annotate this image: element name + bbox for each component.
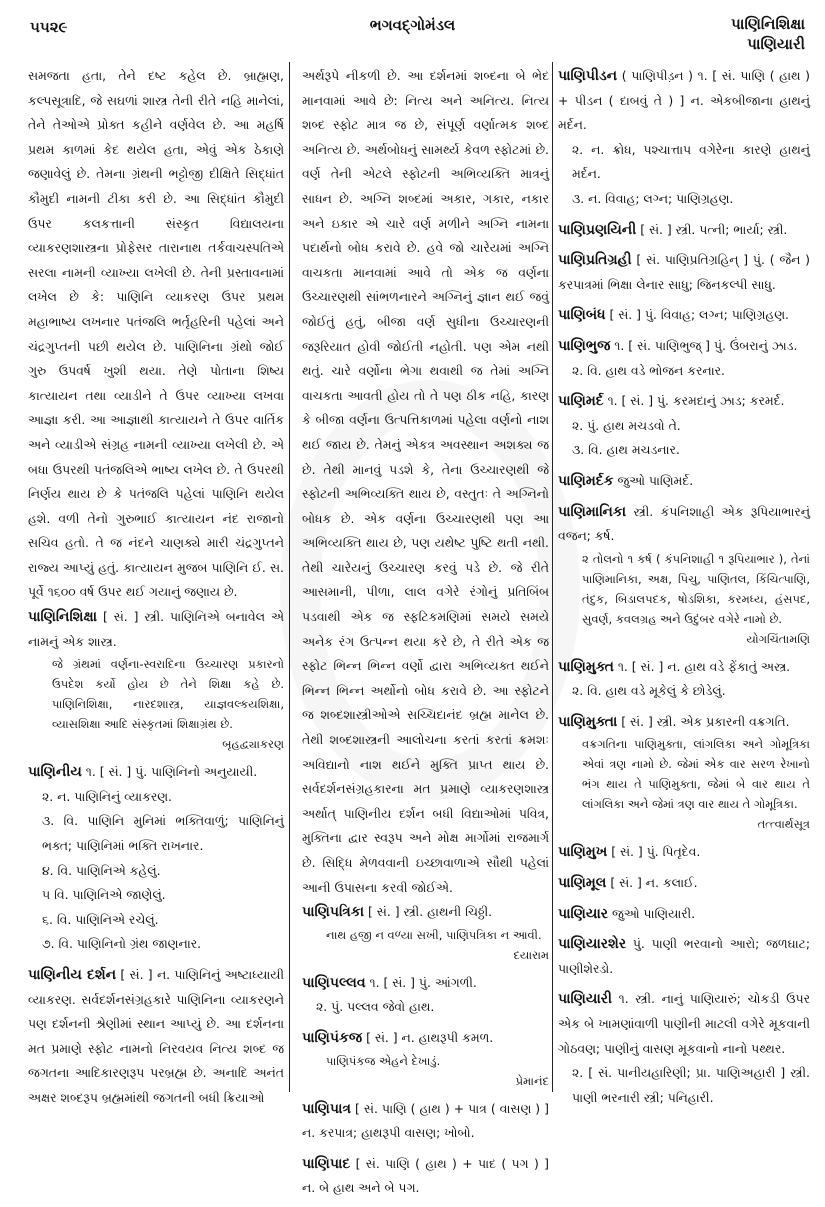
definition: [ સં. ] ન. હાથરૂપી કમળ. (366, 1029, 494, 1045)
guide-word-first: પાણિનિશિક્ષા (731, 15, 805, 33)
book-title: ભગવદ્ગોમંડલ (369, 16, 456, 34)
dictionary-entry (558, 871, 810, 896)
definition: [ સં. ] સ્ત્રી. એક પ્રકારની વક્રગતિ. (621, 713, 790, 729)
headword: પાણિમુક્ત (558, 658, 614, 675)
continuation-paragraph: અર્થરૂપે નીકળી છે. આ દર્શનમાં શબ્દના બે ભેદ માનવામાં આવે છે: નિત્ય અને અનિત્ય. નિત્ય શબ્દ સ્ફોટ માત્ર જ છે, સંપૂર્ણ વર્ણાત્મક શબ્દ અનિત્ય છે. અર્થબોધનું સામર્થ્ય કેવળ સ્ફોટમાં છે. વર્ણ તેની એટલે સ્ફોટની અભિવ્યક્તિ માત્રનું સાધન છે. અગ્નિ શબ્દમાં અકાર, ગકાર, નકાર અને ઇકાર એ ચારે વર્ણ મળીને અગ્નિ નામના પદાર્થનો બોધ કરાવે છે. હવે જો ચારેયમાં અગ્નિ વાચકતા માનવામાં આવે તો એક જ વર્ણના ઉચ્ચારણથી સાંભળનારને અગ્નિનું જ્ઞાન થઈ જવું જોઈતું હતું, બીજા વર્ણ સુધીના ઉચ્ચારણની જરૂરિયાત હોવી જોઈતી નહોતી. પણ એમ નથી થતું. ચારે વર્ણોના ભેગા થવાથી જ તેમાં અગ્નિ વાચકતા આવતી હોય તો તે પણ ઠીક નહિ, કારણ કે બીજા વર્ણના ઉત્પત્તિકાળમાં પહેલા વર્ણનો નાશ થઈ જાય છે. તેમનું એકત્ર અવસ્થાન અશક્ય જ છે. તેથી માનવું પડશે કે, તેના ઉચ્ચારણથી જે સ્ફોટની અભિવ્યક્તિ થાય છે, વસ્તુતઃ તે અગ્નિનો બોધક છે. એક વર્ણના ઉચ્ચારણથી પણ આ અભિવ્યક્તિ થાય છે, પણ યથેષ્ટ પુષ્ટિ થતી નથી. તેથી ચારેયનું ઉચ્ચારણ કરવું પડે છે. જે રીતે આસમાની, પીળા, લાલ વગેરે રંગોનું પ્રતિબિંબ પડવાથી એક જ સ્ફટિકમણિમાં સમયે સમયે અનેક રંગ ઉત્પન્ન થયા કરે છે, તે રીતે એક જ સ્ફોટ ભિન્ન ભિન્ન વર્ણો દ્વારા અભિવ્યક્ત થઈને ભિન્ન ભિન્ન અર્થોનો બોધ કરાવે છે. આ સ્ફોટને જ શબ્દશાસ્ત્રીઓએ સચ્ચિદાનંદ બ્રહ્મ માનેલ છે. તેથી શબ્દશાસ્ત્રની આલોચના કરતાં કરતાં ક્રમશઃ અવિદ્યાનો નાશ થઈને મુક્તિ પ્રાપ્ત થાય છે. સર્વદર્શનસંગ્રહકારના મત પ્રમાણે વ્યાકરણશાસ્ત્ર અર્થાત્ પાણિનીય દર્શન બધી વિદ્યાઓમાં પવિત્ર, મુક્તિના દ્વાર સ્વરૂપ અને મોક્ષ માર્ગોમાં રાજમાર્ગ છે. સિદ્ધિ મેળવવાની ઇચ્છાવાળાએ સૌથી પહેલાં આની ઉપાસના કરવી જોઈએ. (302, 68, 549, 895)
definition: [ સં. ] ન. કલાઈ. (610, 875, 698, 891)
dictionary-entry (558, 303, 810, 328)
quotation: પાણિપંકજ એહને દેખાડું. (326, 1053, 441, 1068)
quotation: જે ગ્રંથમાં વર્ણના-સ્વરાદિના ઉચ્ચારણ પ્રકારનો ઉપદેશ કર્યો હોય છે તેને શિક્ષા કહે છે. પાણિનિશિક્ષા, નારદશાસ્ત્ર, યાજ્ઞવલ્કયશિક્ષા, વ્યાસશિક્ષા આદિ સંસ્કૃતમાં શિક્ષાગ્રંથ છે. (52, 657, 284, 732)
headword: પાણિમર્દ (558, 393, 604, 410)
dictionary-entry (302, 971, 549, 1020)
headword: પાણિનિશિક્ષા (28, 609, 98, 626)
column-1 (28, 64, 284, 1117)
sense: ૩. ન. વિવાહ; લગ્ન; પાણિગ્રહણ. (572, 190, 734, 206)
headword: પાણિમર્દક (558, 472, 614, 489)
headword: પાણિબંધ (558, 307, 606, 324)
dictionary-entry (558, 218, 810, 243)
dictionary-entry (28, 605, 284, 754)
column-2 (302, 64, 549, 1207)
dictionary-entry (558, 987, 810, 1110)
headword: પાણિપત્રિકા (302, 904, 365, 921)
definition: સ્ત્રી. કંપનિશાહી એક રૂપિયાભારનું વજન; કર્ષ. (558, 503, 810, 544)
column-divider (289, 62, 290, 1092)
quotation-source: પ્રેમાનંદ (515, 1073, 549, 1088)
quotation: વક્રગતિના પાણિમુક્તા, લાંગલિકા અને ગોમૂત્રિકા એવાં ત્રણ નામો છે. જેમાં એક વાર સરળ રેખાનો ભંગ થાય તે પાણિમુક્તા, જેમાં બે વાર થાય તે લાંગલિકા અને જેમાં ત્રણ વાર થાય તે ગોમૂત્રિકા. (582, 737, 810, 812)
dictionary-entry (558, 902, 810, 927)
headword: પાણિમૂલ (558, 875, 607, 892)
definition: ૧. [ સં. ] પું. પાણિનિનો અનુયાયી. (85, 764, 258, 780)
page-number: ૫૫૨૯ (30, 18, 68, 36)
definition: [ સં. ] પું. વિવાહ; લગ્ન; પાણિગ્રહણ. (609, 307, 789, 323)
dictionary-entry (302, 1097, 549, 1146)
dictionary-entry (558, 840, 810, 865)
definition: ૧. [ સં. ] પું. કરમદાનું ઝાડ; કરમર્દ. (607, 393, 785, 409)
continuation-paragraph: સમજતા હતા, તેને દષ્ટ કહેલ છે. બ્રાહ્મણ, કલ્પસૂત્રાદિ, જે સઘળાં શાસ્ત્ર તેની રીતે નહિ માનેલાં, તેને તેઓએ પ્રોક્ત કહીને વર્ણવેલ છે. આ મહર્ષિ પ્રથમ કાળમાં કેદ થયેલ હતા, એવું એક ઠેકાણે જણાવેલું છે. તેમના ગ્રંથની ભટ્ટોજી દીક્ષિતે સિદ્ધાંત કૌમુદી નામની ટીકા કરી છે. આ સિદ્ધાંત કૌમુદી ઉપર કલકત્તાની સંસ્કૃત વિદ્યાલયના વ્યાકરણશાસ્ત્રના પ્રોફેસર તારાનાથ તર્કવાચસ્પતિએ સરલા નામની વ્યાખ્યા લખેલી છે. તેની પ્રસ્તાવનામાં લખેલ છે કે: પાણિનિ વ્યાકરણ ઉપર પ્રથમ મહાભાષ્ય લખનાર પતંજલિ ભર્તૃહરિની પહેલાં અને ચંદ્રગુપ્તની પછી થયેલ છે. પાણિનિના ગ્રંથો જોઈ ગુરુ ઉપવર્ષ ખુશી થયા. તેણે પોતાના શિષ્ય કાત્યાયન તથા વ્યાડીને તે ઉપર વ્યાખ્યા લખવા આજ્ઞા કરી. આ આજ્ઞાથી કાત્યાયને તે ઉપર વાર્તિક અને વ્યાડીએ સંગ્રહ નામની વ્યાખ્યા લખેલી છે. એ બધા ઉપરથી પતંજલિએ ભાષ્ય લખેલ છે. તે ઉપરથી નિર્ણય થાય છે કે પતંજલિ પહેલાં પાણિનિ થયેલ હશે. વળી તેનો ગુરુભાઈ કાત્યાયન નંદ રાજાનો સચિવ હતો. તે જ નંદને ચાણક્યે મારી ચંદ્રગુપ્તને રાજ્ય આપ્યું હતું. કાત્યાયન મુજબ પાણિનિ ઈ. સ. પૂર્વે ૧૬૦૦ વર્ષ ઉપર થઈ ગયાનું જણાય છે. (28, 68, 284, 600)
quotation: નાથ હજી ન વળ્યા સખી, પાણિપત્રિકા ન આવી. (326, 927, 542, 942)
dictionary-entry (558, 655, 810, 704)
headword: પાણિયાર (558, 905, 609, 922)
headword: પાણિપંકજ (302, 1029, 363, 1046)
definition: પું. પાણી ભરવાનો આરો; જળઘાટ; પાણીશેરડો. (558, 936, 810, 976)
headword: પાણિપીડન (558, 68, 618, 84)
dictionary-entry (302, 1026, 549, 1091)
quotation-source: યોગચિંતામણિ (746, 631, 810, 646)
column-divider (552, 62, 553, 1092)
dictionary-entry (558, 248, 810, 297)
headword: પાણિપ્રણયિની (558, 221, 637, 238)
sense: ૩. વિ. હાથ મચડનાર. (572, 442, 680, 458)
definition: [ સં. પાણિપ્રતિગ્રહિન્ ] પું. ( જૈન ) કરપાત્રમાં ભિક્ષા લેનાર સાધુ; જિનકલ્પી સાધુ. (558, 252, 810, 292)
definition: [ સં. પાણિ ( હાથ ) + પાદ ( પગ ) ] ન. બે હાથ અને બે પગ. (302, 1155, 549, 1196)
dictionary-entry (28, 760, 284, 957)
definition: જુઓ પાણિમર્દ. (617, 472, 694, 488)
headword: પાણિનીય (28, 764, 82, 781)
sense: ૩. વિ. પાણિનિ મુનિમાં ભક્તિવાળું; પાણિનિનું ભક્ત; પાણિનિમાં ભક્તિ રાખનાર. (42, 813, 284, 854)
dictionary-entry (558, 500, 810, 649)
headword: પાણિનીય દર્શન (28, 967, 117, 983)
dictionary-entry (558, 389, 810, 463)
headword: પાણિમુક્તા (558, 713, 618, 730)
sense: ૬. વિ. પાણિનિએ રચેલું. (42, 911, 159, 927)
dictionary-entry (302, 900, 549, 965)
headword: પાણિભુજ (558, 337, 611, 354)
sense: ૨. પું. પલ્લવ જેવો હાથ. (316, 999, 435, 1015)
definition: ( પાણિપીડ઼ન ) ૧. [ સં. પાણિ ( હાથ ) + પીડન ( દાબવું તે ) ] ન. એકબીજાના હાથનું મર્દન. (558, 68, 810, 133)
definition: ૧. સ્ત્રી. નાનું પાણિયારું; ચોકડી ઉપર એક બે ખામણાંવાળી પાણીની માટલી વગેરે મૂકવાની ગોઠવણ; પાણીનું વાસણ મૂકવાનો નાનો પથ્થર. (558, 991, 810, 1056)
dictionary-entry (28, 963, 284, 1111)
headword: પાણિયારી (558, 991, 613, 1008)
quotation-source: દયારામ (513, 947, 549, 962)
definition: [ સં. ] ન. પાણિનિનું અષ્ટાધ્યાયી વ્યાકરણ. સર્વદર્શનસંગ્રહકારે પાણિનિના વ્યાકરણને પણ દર્શનની શ્રેણીમાં સ્થાન આપ્યું છે. આ દર્શનના મત પ્રમાણે સ્ફોટ નામનો નિરવયવ નિત્ય શબ્દ જ જગતના આદિકારણરૂપ પરબ્રહ્મ છે. અનાદિ અનંત અક્ષર શબ્દરૂપ બ્રહ્મમાંથી જગતની બધી ક્રિયાઓ (28, 967, 284, 1105)
dictionary-entry (558, 469, 810, 494)
sense: ૨. વિ. હાથ વડે મૂકેલું કે છોડેલું. (572, 683, 726, 699)
headword: પાણિપાત્ર (302, 1100, 352, 1117)
column-3 (558, 64, 810, 1116)
sense: ૨. પું. હાથ મચડવો તે. (572, 417, 681, 433)
dictionary-entry (558, 710, 810, 835)
definition: [ સં. ] પું. પિતૃદેવ. (611, 844, 701, 860)
sense: ૨. ન. ક્રોધ, પશ્ચાત્તાપ વગેરેના કારણે હાથનું મર્દન. (572, 141, 810, 182)
definition: ૧. [ સં. ] પું. આંગળી. (369, 974, 477, 990)
sense: ૭. વિ. પાણિનિનો ગ્રંથ જાણનાર. (42, 936, 202, 952)
quotation-source: બૃહદ્વ્યાકરણ (222, 737, 284, 752)
definition: [ સં. ] સ્ત્રી. પાણિનિએ બનાવેલ એ નામનું એક શાસ્ત્ર. (28, 609, 284, 649)
dictionary-entry (558, 64, 810, 212)
definition: [ સં. ] સ્ત્રી. પત્ની; ભાર્યા; સ્ત્રી. (640, 221, 788, 237)
dictionary-entry (558, 932, 810, 981)
guide-words (731, 14, 805, 54)
guide-word-last: પાણિયારી (747, 35, 805, 53)
sense: ૨. ન. પાણિનિનું વ્યાકરણ. (42, 788, 172, 804)
definition: [ સં. પાણિ ( હાથ ) + પાત્ર ( વાસણ ) ] ન. કરપાત્ર; હાથરૂપી વાસણ; ખોબો. (302, 1100, 549, 1141)
page-header (0, 0, 825, 56)
headword: પાણિમુખ (558, 844, 608, 861)
headword: પાણિયારશેર (558, 936, 627, 953)
sense: ૨. વિ. હાથ વડે ભોજન કરનાર. (572, 362, 725, 378)
definition: ૧. [ સં. પાણિભુજ્ ] પું. ઉંબરાનું ઝાડ. (614, 337, 798, 353)
sense: ૨. [ સં. પાનીયહારિણી; પ્રા. પાણિઅહારી ] સ્ત્રી. પાણી ભરનારી સ્ત્રી; પનિહારી. (572, 1065, 810, 1105)
quotation-source: તત્ત્વાર્થસૂત્ર (757, 817, 810, 832)
definition: ૧. [ સં. ] ન. હાથ વડે ફેંકાતું અસ્ત્ર. (617, 658, 791, 674)
quotation: ૨ તોલનો ૧ કર્ષ ( કંપનિશાહી ૧ રૂપિયાભાર ), તેનાં પાણિમાનિકા, અક્ષ, પિચુ, પાણિતલ, કિંચિત્પાણિ, તંદુક, બિડાલપદક, ષોડશિકા, કરમધ્ય, હંસપદ, સુવર્ણ, કવલગ્રહ અને ઉદુંબર વગેરે નામો છે. (582, 551, 810, 626)
headword: પાણિપલ્લવ (302, 974, 366, 991)
sense: ૪. વિ. પાણિનિએ કહેલું. (42, 862, 161, 878)
sense: ૫ વિ. પાણિનિએ જાણેલું. (42, 887, 166, 903)
dictionary-entry (558, 334, 810, 383)
dictionary-entry (302, 1152, 549, 1201)
headword: પાણિમાનિકા (558, 503, 627, 520)
headword: પાણિપ્રતિગ્રહી (558, 252, 632, 269)
definition: [ સં. ] સ્ત્રી. હાથની ચિઠ્ઠી. (368, 904, 493, 920)
definition: જુઓ પાણિયારી. (611, 905, 696, 921)
headword: પાણિપાદ (302, 1155, 351, 1172)
